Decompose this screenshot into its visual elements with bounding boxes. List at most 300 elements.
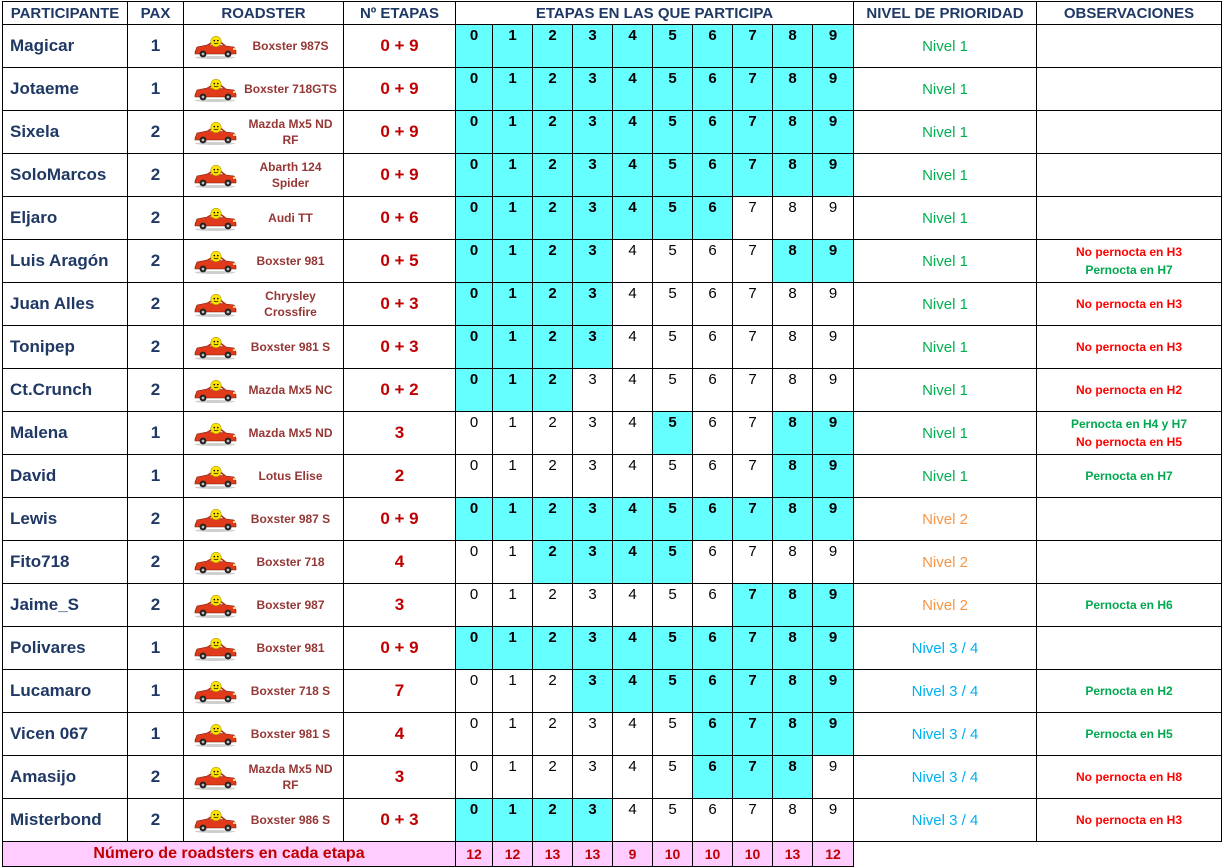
stage-cell-3: 3 xyxy=(573,283,613,326)
stage-cell-9: 9 xyxy=(813,713,854,756)
roadster-cell xyxy=(184,25,344,68)
stage-cell-0: 0 xyxy=(456,154,493,197)
car-icon xyxy=(193,336,237,360)
stage-cell-2: 2 xyxy=(533,541,573,584)
participant-name: Luis Aragón xyxy=(3,240,128,283)
stage-cell-7: 7 xyxy=(733,412,773,455)
car-icon xyxy=(193,594,237,618)
pax-count: 2 xyxy=(128,283,184,326)
observations-cell xyxy=(1037,240,1222,283)
stage-cell-7: 7 xyxy=(733,154,773,197)
stage-cell-0: 0 xyxy=(456,799,493,842)
stage-cell-2: 2 xyxy=(533,25,573,68)
stage-cell-8: 8 xyxy=(773,713,813,756)
car-icon xyxy=(193,680,237,704)
participant-row xyxy=(3,799,1222,842)
stage-cell-1: 1 xyxy=(493,68,533,111)
stage-cell-6: 6 xyxy=(693,541,733,584)
participant-name: Eljaro xyxy=(3,197,128,240)
observation-note: Pernocta en H7 xyxy=(1085,263,1173,277)
priority-level: Nivel 2 xyxy=(854,541,1037,584)
stage-cell-9: 9 xyxy=(813,799,854,842)
observations-cell xyxy=(1037,326,1222,369)
observations-cell xyxy=(1037,498,1222,541)
pax-count: 1 xyxy=(128,713,184,756)
stage-cell-2: 2 xyxy=(533,756,573,799)
stage-cell-4: 4 xyxy=(613,756,653,799)
participant-name: Ct.Crunch xyxy=(3,369,128,412)
pax-count: 2 xyxy=(128,498,184,541)
stage-cell-2: 2 xyxy=(533,326,573,369)
stage-cell-6: 6 xyxy=(693,756,733,799)
roadster-model: Mazda Mx5 NC xyxy=(248,383,333,397)
pax-count: 2 xyxy=(128,369,184,412)
stage-cell-2: 2 xyxy=(533,498,573,541)
stage-cell-0: 0 xyxy=(456,369,493,412)
stage-cell-2: 2 xyxy=(533,154,573,197)
stage-total-2: 13 xyxy=(533,842,573,867)
stage-cell-3: 3 xyxy=(573,455,613,498)
stage-cell-8: 8 xyxy=(773,111,813,154)
stage-cell-7: 7 xyxy=(733,240,773,283)
observations-cell xyxy=(1037,111,1222,154)
num-stages: 3 xyxy=(344,412,456,455)
num-stages: 3 xyxy=(344,584,456,627)
stage-cell-1: 1 xyxy=(493,584,533,627)
participant-name: Lucamaro xyxy=(3,670,128,713)
car-icon xyxy=(193,379,237,403)
stage-cell-5: 5 xyxy=(653,670,693,713)
stage-cell-0: 0 xyxy=(456,584,493,627)
header-priority: NIVEL DE PRIORIDAD xyxy=(854,2,1037,25)
stage-cell-3: 3 xyxy=(573,541,613,584)
participant-name: Polivares xyxy=(3,627,128,670)
stage-cell-4: 4 xyxy=(613,584,653,627)
stage-cell-0: 0 xyxy=(456,283,493,326)
stage-cell-1: 1 xyxy=(493,627,533,670)
participant-row xyxy=(3,154,1222,197)
stage-cell-5: 5 xyxy=(653,455,693,498)
stage-total-3: 13 xyxy=(573,842,613,867)
stage-total-8: 13 xyxy=(773,842,813,867)
observation-note: Pernocta en H6 xyxy=(1085,598,1173,612)
participant-name: Tonipep xyxy=(3,326,128,369)
stage-cell-0: 0 xyxy=(456,326,493,369)
header-row xyxy=(3,2,1222,25)
stage-cell-3: 3 xyxy=(573,197,613,240)
stage-cell-1: 1 xyxy=(493,670,533,713)
stage-cell-6: 6 xyxy=(693,154,733,197)
stage-cell-3: 3 xyxy=(573,412,613,455)
participant-name: David xyxy=(3,455,128,498)
stage-cell-0: 0 xyxy=(456,68,493,111)
stage-cell-9: 9 xyxy=(813,627,854,670)
stage-cell-4: 4 xyxy=(613,369,653,412)
participant-row xyxy=(3,584,1222,627)
stage-cell-1: 1 xyxy=(493,799,533,842)
car-icon xyxy=(193,723,237,747)
stage-cell-8: 8 xyxy=(773,25,813,68)
footer-label: Número de roadsters en cada etapa xyxy=(3,842,456,867)
stage-cell-8: 8 xyxy=(773,240,813,283)
stage-cell-4: 4 xyxy=(613,498,653,541)
stage-cell-3: 3 xyxy=(573,627,613,670)
roadster-model: Abarth 124 Spider xyxy=(259,160,322,190)
observation-note: Pernocta en H5 xyxy=(1085,727,1173,741)
stage-cell-9: 9 xyxy=(813,756,854,799)
observations-cell xyxy=(1037,799,1222,842)
stage-cell-1: 1 xyxy=(493,111,533,154)
stage-cell-6: 6 xyxy=(693,670,733,713)
num-stages: 0 + 3 xyxy=(344,326,456,369)
num-stages: 0 + 9 xyxy=(344,111,456,154)
stage-cell-4: 4 xyxy=(613,455,653,498)
stage-cell-9: 9 xyxy=(813,369,854,412)
participant-name: Vicen 067 xyxy=(3,713,128,756)
stage-cell-3: 3 xyxy=(573,111,613,154)
stage-cell-3: 3 xyxy=(573,756,613,799)
participant-name: SoloMarcos xyxy=(3,154,128,197)
car-icon xyxy=(193,207,237,231)
stage-cell-6: 6 xyxy=(693,412,733,455)
stage-cell-7: 7 xyxy=(733,713,773,756)
observations-cell xyxy=(1037,369,1222,412)
observations-cell xyxy=(1037,25,1222,68)
roadster-cell xyxy=(184,627,344,670)
stage-cell-0: 0 xyxy=(456,541,493,584)
priority-level: Nivel 1 xyxy=(854,240,1037,283)
stage-cell-5: 5 xyxy=(653,283,693,326)
stage-cell-9: 9 xyxy=(813,584,854,627)
stage-cell-6: 6 xyxy=(693,713,733,756)
roadster-model: Audi TT xyxy=(268,211,313,225)
stage-cell-3: 3 xyxy=(573,25,613,68)
stage-cell-8: 8 xyxy=(773,756,813,799)
stage-cell-7: 7 xyxy=(733,498,773,541)
priority-level: Nivel 3 / 4 xyxy=(854,670,1037,713)
stage-cell-5: 5 xyxy=(653,756,693,799)
priority-level: Nivel 1 xyxy=(854,111,1037,154)
stage-cell-7: 7 xyxy=(733,541,773,584)
observation-note: No pernocta en H8 xyxy=(1075,770,1183,784)
stage-cell-1: 1 xyxy=(493,25,533,68)
roadster-model: Boxster 981 xyxy=(256,641,325,655)
participant-row xyxy=(3,283,1222,326)
stage-cell-2: 2 xyxy=(533,799,573,842)
stage-cell-4: 4 xyxy=(613,326,653,369)
observations-cell xyxy=(1037,584,1222,627)
pax-count: 2 xyxy=(128,240,184,283)
stage-cell-7: 7 xyxy=(733,326,773,369)
stage-cell-5: 5 xyxy=(653,154,693,197)
footer-row xyxy=(3,842,1222,867)
num-stages: 0 + 2 xyxy=(344,369,456,412)
num-stages: 0 + 3 xyxy=(344,283,456,326)
participant-name: Fito718 xyxy=(3,541,128,584)
stage-cell-5: 5 xyxy=(653,240,693,283)
roadster-model: Lotus Elise xyxy=(258,469,323,483)
pax-count: 2 xyxy=(128,111,184,154)
pax-count: 1 xyxy=(128,627,184,670)
footer-empty xyxy=(1037,842,1222,867)
participant-name: Juan Alles xyxy=(3,283,128,326)
stage-cell-2: 2 xyxy=(533,369,573,412)
car-icon xyxy=(193,809,237,833)
stage-cell-1: 1 xyxy=(493,455,533,498)
priority-level: Nivel 3 / 4 xyxy=(854,627,1037,670)
roadster-model: Boxster 987 xyxy=(256,598,325,612)
stage-cell-3: 3 xyxy=(573,713,613,756)
roadster-cell xyxy=(184,412,344,455)
stage-cell-0: 0 xyxy=(456,111,493,154)
participant-row xyxy=(3,541,1222,584)
stage-cell-8: 8 xyxy=(773,627,813,670)
stage-cell-6: 6 xyxy=(693,627,733,670)
stage-cell-9: 9 xyxy=(813,412,854,455)
num-stages: 0 + 3 xyxy=(344,799,456,842)
stage-cell-8: 8 xyxy=(773,283,813,326)
pax-count: 2 xyxy=(128,154,184,197)
stage-cell-7: 7 xyxy=(733,68,773,111)
roadster-model: Boxster 987S xyxy=(252,39,329,53)
num-stages: 0 + 9 xyxy=(344,154,456,197)
stage-cell-4: 4 xyxy=(613,799,653,842)
stage-cell-4: 4 xyxy=(613,627,653,670)
car-icon xyxy=(193,293,237,317)
stage-cell-6: 6 xyxy=(693,498,733,541)
roadster-model: Boxster 718GTS xyxy=(244,82,337,96)
pax-count: 1 xyxy=(128,25,184,68)
stage-cell-9: 9 xyxy=(813,240,854,283)
footer-empty xyxy=(854,842,1037,867)
roadster-model: Boxster 981 S xyxy=(250,727,331,741)
roadster-cell xyxy=(184,584,344,627)
pax-count: 1 xyxy=(128,670,184,713)
observations-cell xyxy=(1037,455,1222,498)
roadster-model: Boxster 718 xyxy=(256,555,325,569)
observations-cell xyxy=(1037,412,1222,455)
pax-count: 2 xyxy=(128,197,184,240)
participant-name: Jotaeme xyxy=(3,68,128,111)
stage-cell-9: 9 xyxy=(813,154,854,197)
stage-cell-3: 3 xyxy=(573,326,613,369)
stage-cell-6: 6 xyxy=(693,111,733,154)
car-icon xyxy=(193,465,237,489)
num-stages: 4 xyxy=(344,713,456,756)
stage-cell-3: 3 xyxy=(573,240,613,283)
stage-cell-8: 8 xyxy=(773,326,813,369)
observations-cell xyxy=(1037,627,1222,670)
stage-cell-7: 7 xyxy=(733,283,773,326)
stage-cell-7: 7 xyxy=(733,111,773,154)
num-stages: 3 xyxy=(344,756,456,799)
stage-cell-9: 9 xyxy=(813,455,854,498)
roadster-model: Boxster 986 S xyxy=(250,813,331,827)
participant-name: Lewis xyxy=(3,498,128,541)
priority-level: Nivel 1 xyxy=(854,283,1037,326)
stage-cell-4: 4 xyxy=(613,111,653,154)
stage-cell-6: 6 xyxy=(693,25,733,68)
stage-cell-1: 1 xyxy=(493,154,533,197)
roadster-model: Boxster 981 xyxy=(256,254,325,268)
stage-cell-3: 3 xyxy=(573,369,613,412)
stage-cell-1: 1 xyxy=(493,197,533,240)
table-body xyxy=(3,25,1222,867)
stage-cell-1: 1 xyxy=(493,240,533,283)
observations-cell xyxy=(1037,713,1222,756)
pax-count: 1 xyxy=(128,455,184,498)
roadster-model: Boxster 718 S xyxy=(250,684,331,698)
stage-cell-9: 9 xyxy=(813,68,854,111)
priority-level: Nivel 1 xyxy=(854,25,1037,68)
participant-row xyxy=(3,498,1222,541)
stage-cell-4: 4 xyxy=(613,713,653,756)
car-icon xyxy=(193,551,237,575)
stage-cell-8: 8 xyxy=(773,412,813,455)
participant-name: Malena xyxy=(3,412,128,455)
header-num-stages: Nº ETAPAS xyxy=(344,2,456,25)
priority-level: Nivel 1 xyxy=(854,154,1037,197)
priority-level: Nivel 3 / 4 xyxy=(854,756,1037,799)
stage-cell-7: 7 xyxy=(733,627,773,670)
num-stages: 4 xyxy=(344,541,456,584)
participant-name: Amasijo xyxy=(3,756,128,799)
priority-level: Nivel 1 xyxy=(854,197,1037,240)
stage-total-9: 12 xyxy=(813,842,854,867)
stage-cell-0: 0 xyxy=(456,412,493,455)
participant-name: Magicar xyxy=(3,25,128,68)
observations-cell xyxy=(1037,541,1222,584)
car-icon xyxy=(193,766,237,790)
priority-level: Nivel 2 xyxy=(854,584,1037,627)
participant-row xyxy=(3,111,1222,154)
stage-cell-8: 8 xyxy=(773,154,813,197)
observation-note: No pernocta en H5 xyxy=(1075,435,1183,449)
stage-cell-9: 9 xyxy=(813,283,854,326)
stage-cell-5: 5 xyxy=(653,197,693,240)
header-observations: OBSERVACIONES xyxy=(1037,2,1222,25)
participant-row xyxy=(3,412,1222,455)
stage-cell-0: 0 xyxy=(456,627,493,670)
stage-cell-2: 2 xyxy=(533,713,573,756)
stage-total-7: 10 xyxy=(733,842,773,867)
header-participant: PARTICIPANTE xyxy=(3,2,128,25)
stage-cell-9: 9 xyxy=(813,498,854,541)
roadster-model: Mazda Mx5 ND RF xyxy=(248,762,333,792)
stage-cell-6: 6 xyxy=(693,326,733,369)
roadster-cell xyxy=(184,799,344,842)
participant-row xyxy=(3,68,1222,111)
stage-cell-5: 5 xyxy=(653,584,693,627)
stage-cell-6: 6 xyxy=(693,197,733,240)
stage-cell-5: 5 xyxy=(653,412,693,455)
stage-cell-5: 5 xyxy=(653,111,693,154)
priority-level: Nivel 1 xyxy=(854,369,1037,412)
stage-cell-0: 0 xyxy=(456,713,493,756)
stage-cell-5: 5 xyxy=(653,627,693,670)
participant-name: Misterbond xyxy=(3,799,128,842)
participant-row xyxy=(3,369,1222,412)
roadster-model: Chrysley Crossfire xyxy=(264,289,317,319)
num-stages: 0 + 9 xyxy=(344,627,456,670)
stage-cell-4: 4 xyxy=(613,197,653,240)
stage-cell-4: 4 xyxy=(613,412,653,455)
priority-level: Nivel 3 / 4 xyxy=(854,713,1037,756)
car-icon xyxy=(193,121,237,145)
num-stages: 7 xyxy=(344,670,456,713)
stage-cell-7: 7 xyxy=(733,756,773,799)
stage-cell-3: 3 xyxy=(573,584,613,627)
observations-cell xyxy=(1037,756,1222,799)
car-icon xyxy=(193,78,237,102)
observations-cell xyxy=(1037,283,1222,326)
stage-total-4: 9 xyxy=(613,842,653,867)
pax-count: 2 xyxy=(128,541,184,584)
stage-total-6: 10 xyxy=(693,842,733,867)
stage-cell-1: 1 xyxy=(493,369,533,412)
stage-cell-8: 8 xyxy=(773,369,813,412)
roadster-model: Boxster 981 S xyxy=(250,340,331,354)
stage-cell-6: 6 xyxy=(693,799,733,842)
stage-cell-8: 8 xyxy=(773,670,813,713)
stage-cell-1: 1 xyxy=(493,498,533,541)
stage-cell-5: 5 xyxy=(653,713,693,756)
priority-level: Nivel 1 xyxy=(854,326,1037,369)
stage-cell-6: 6 xyxy=(693,283,733,326)
stage-cell-9: 9 xyxy=(813,541,854,584)
observation-note: No pernocta en H2 xyxy=(1075,383,1183,397)
participant-row xyxy=(3,455,1222,498)
participant-row xyxy=(3,756,1222,799)
observation-note: No pernocta en H3 xyxy=(1075,297,1183,311)
roadster-cell xyxy=(184,68,344,111)
stage-cell-8: 8 xyxy=(773,541,813,584)
stage-cell-4: 4 xyxy=(613,240,653,283)
stage-cell-0: 0 xyxy=(456,756,493,799)
stage-cell-6: 6 xyxy=(693,455,733,498)
stage-cell-5: 5 xyxy=(653,369,693,412)
stage-cell-5: 5 xyxy=(653,326,693,369)
stage-cell-0: 0 xyxy=(456,197,493,240)
stage-cell-8: 8 xyxy=(773,455,813,498)
stage-cell-7: 7 xyxy=(733,670,773,713)
stage-cell-8: 8 xyxy=(773,584,813,627)
stage-cell-7: 7 xyxy=(733,584,773,627)
stage-cell-2: 2 xyxy=(533,283,573,326)
header-pax: PAX xyxy=(128,2,184,25)
stage-cell-1: 1 xyxy=(493,326,533,369)
roadster-cell xyxy=(184,713,344,756)
participants-table xyxy=(2,1,1222,867)
stage-cell-7: 7 xyxy=(733,455,773,498)
stage-cell-2: 2 xyxy=(533,68,573,111)
stage-cell-9: 9 xyxy=(813,670,854,713)
car-icon xyxy=(193,35,237,59)
stage-cell-2: 2 xyxy=(533,455,573,498)
priority-level: Nivel 1 xyxy=(854,455,1037,498)
stage-cell-2: 2 xyxy=(533,240,573,283)
stage-cell-1: 1 xyxy=(493,713,533,756)
pax-count: 2 xyxy=(128,584,184,627)
stage-cell-4: 4 xyxy=(613,670,653,713)
stage-cell-8: 8 xyxy=(773,68,813,111)
pax-count: 2 xyxy=(128,799,184,842)
priority-level: Nivel 2 xyxy=(854,498,1037,541)
observation-note: Pernocta en H4 y H7 xyxy=(1070,417,1188,431)
stage-cell-3: 3 xyxy=(573,498,613,541)
stage-cell-3: 3 xyxy=(573,670,613,713)
stage-cell-8: 8 xyxy=(773,498,813,541)
